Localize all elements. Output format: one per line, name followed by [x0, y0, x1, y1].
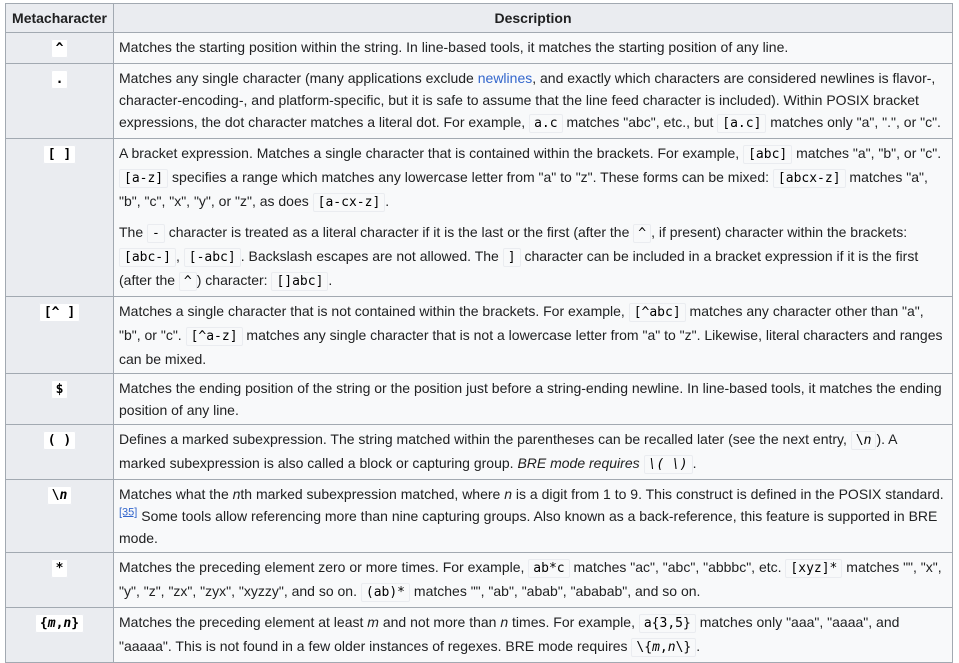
- code-part: {: [39, 616, 48, 631]
- inline-code: [^a-z]: [186, 327, 243, 346]
- inline-code: [-abc]: [184, 248, 241, 267]
- description-text: matches "ac", "abc", "abbbc", etc.: [569, 559, 786, 575]
- description-text: matches "", "x", "y", "z", "zx", "zyx", "xyzzy", and so on.: [119, 559, 942, 599]
- description-cell: [114, 553, 953, 608]
- description-text: Matches a single character that is not contained within the brackets. For example,: [119, 303, 629, 319]
- citation-link[interactable]: [35]: [119, 506, 138, 519]
- inline-code: a.c: [529, 114, 562, 133]
- description-cell: [114, 425, 953, 480]
- description-text: Matches the preceding element at least: [119, 614, 368, 630]
- description-text: Defines a marked subexpression. The string matched within the parentheses can be recalled later (see the next entry,: [119, 431, 851, 447]
- code-variable: n: [667, 640, 676, 655]
- description-cell: [114, 374, 953, 425]
- description-text: Matches the starting position within the string. In line-based tools, it matches the starting position of any line.: [119, 39, 789, 55]
- inline-code: [^abc]: [629, 303, 686, 322]
- table-row: [6, 297, 953, 374]
- description-cell: [114, 64, 953, 139]
- metachar-code: [^ ]: [39, 303, 80, 322]
- inline-code: (ab)*: [361, 583, 410, 602]
- description-italic: BRE mode requires: [517, 455, 640, 471]
- description-paragraph: [119, 142, 947, 214]
- variable: n: [232, 486, 241, 502]
- metacharacter-table: [5, 3, 953, 663]
- table-row: [6, 64, 953, 139]
- description-text: .: [385, 193, 390, 209]
- description-cell: [114, 480, 953, 553]
- description-text: , if present) character within the brackets:: [651, 224, 908, 240]
- code-variable: n: [863, 433, 872, 448]
- description-text: ,: [175, 248, 184, 264]
- code-variable: m: [652, 640, 660, 655]
- description-text: .: [328, 272, 333, 288]
- description-text: and not more than: [378, 614, 501, 630]
- inline-code: [a-cx-z]: [313, 193, 386, 212]
- description-text: . Backslash escapes are not allowed. The: [240, 248, 503, 264]
- code-part: \}: [675, 640, 692, 655]
- row-header-star: [6, 553, 114, 608]
- description-text: matches any single character that is not a lowercase letter from "a" to "z". Likewise, literal characters and ranges can be mixed.: [119, 327, 943, 367]
- code-part: ,: [55, 616, 64, 631]
- inline-code: [644, 455, 693, 474]
- row-header-negated-bracket: [6, 297, 114, 374]
- description-cell: [114, 297, 953, 374]
- inline-code: [631, 638, 696, 657]
- row-header-braces: [6, 608, 114, 663]
- description-text: ). A marked subexpression is also called a block or capturing group.: [119, 431, 897, 471]
- description-text: ) character:: [196, 272, 272, 288]
- row-header-caret: [6, 33, 114, 64]
- description-text: .: [696, 638, 701, 654]
- description-text: Matches the ending position of the string or the position just before a string-ending newline. In line-based tools, it matches the ending position of any line.: [119, 380, 942, 418]
- code-variable: n: [59, 488, 68, 503]
- description-text: matches "abc", etc., but: [562, 114, 718, 130]
- description-text: A bracket expression. Matches a single character that is contained within the brackets. For example,: [119, 145, 744, 161]
- row-header-bracket: [6, 139, 114, 297]
- inline-code: [abc]: [743, 145, 792, 164]
- table-row: [6, 33, 953, 64]
- code-part: \: [51, 488, 60, 503]
- inline-code: ]: [503, 248, 521, 267]
- description-text: is a digit from 1 to 9. This construct is defined in the POSIX standard.: [512, 486, 944, 502]
- inline-code: [a.c]: [717, 114, 766, 133]
- column-header-metacharacter: Metacharacter: [6, 4, 114, 33]
- table-row: [6, 553, 953, 608]
- description-text: specifies a range which matches any lowercase letter from "a" to "z". These forms can be mixed:: [168, 169, 773, 185]
- code-part: \{: [636, 640, 653, 655]
- description-text: matches only "a", ".", or "c".: [766, 114, 941, 130]
- code-variable: m: [47, 616, 56, 631]
- table-row: [6, 480, 953, 553]
- table-row: [6, 139, 953, 297]
- description-text: .: [692, 455, 697, 471]
- variable: n: [504, 486, 513, 502]
- description-text: , and exactly which characters are considered newlines is flavor-, character-encoding-, and platform-specific, but it is safe to assume that the line feed character is included). Within POSIX bracket expressions, the dot character matches a literal dot. For example,: [119, 70, 936, 130]
- inline-code: [xyz]*: [785, 559, 842, 578]
- description-cell: [114, 608, 953, 663]
- description-text: character is treated as a literal character if it is the last or the first (after the: [164, 224, 634, 240]
- table-row: [6, 425, 953, 480]
- row-header-parentheses: [6, 425, 114, 480]
- inline-code: [abc-]: [119, 248, 176, 267]
- description-text: Matches any single character (many applications exclude: [119, 70, 478, 86]
- inline-code: [a-z]: [119, 169, 168, 188]
- metachar-code: .: [51, 70, 69, 89]
- description-cell: [114, 139, 953, 297]
- column-header-description: Description: [114, 4, 953, 33]
- inline-code: a{3,5}: [639, 614, 696, 633]
- code-part: ,: [659, 640, 668, 655]
- row-header-backreference: [6, 480, 114, 553]
- inline-code: -: [147, 224, 165, 243]
- description-text: matches "", "ab", "abab", "ababab", and so on.: [410, 583, 701, 599]
- description-text: The: [119, 224, 148, 240]
- description-cell: [114, 33, 953, 64]
- inline-code: ^: [633, 224, 651, 243]
- row-header-dot: [6, 64, 114, 139]
- variable: m: [367, 614, 379, 630]
- description-text: times. For example,: [508, 614, 639, 630]
- code-variable: n: [63, 616, 72, 631]
- description-text: Some tools allow referencing more than nine capturing groups. Also known as a back-reference, this feature is supported in BRE mode.: [119, 508, 938, 546]
- inline-code: ^: [179, 272, 197, 291]
- code-part: }: [71, 616, 80, 631]
- metachar-code: [47, 486, 73, 505]
- row-header-dollar: [6, 374, 114, 425]
- inline-code: [abcx-z]: [773, 169, 846, 188]
- inline-code: ab*c: [528, 559, 569, 578]
- inline-code: []abc]: [271, 272, 328, 291]
- citation: [119, 506, 137, 518]
- table-row: [6, 608, 953, 663]
- description-text: matches "a", "b", or "c".: [792, 145, 942, 161]
- metachar-code: [ ]: [43, 145, 76, 164]
- description-text: character can be included in a bracket expression if it is the first (after the: [119, 248, 919, 288]
- variable: n: [500, 614, 509, 630]
- metachar-code: $: [51, 380, 69, 399]
- metachar-code: [35, 614, 84, 633]
- description-text: Matches the preceding element zero or more times. For example,: [119, 559, 529, 575]
- table-header-row: [6, 4, 953, 33]
- table-row: [6, 374, 953, 425]
- description-text: Matches what the: [119, 486, 233, 502]
- description-text: [640, 455, 644, 471]
- metachar-code: *: [51, 559, 69, 578]
- metachar-code: ( ): [43, 431, 76, 450]
- metachar-code: ^: [51, 39, 69, 58]
- description-paragraph: [119, 221, 947, 293]
- description-text: matches any character other than "a", "b", or "c".: [119, 303, 924, 343]
- inline-code: [851, 431, 877, 450]
- code-part: \( \): [648, 457, 688, 472]
- newlines-link[interactable]: newlines: [477, 70, 533, 86]
- code-part: \: [855, 433, 864, 448]
- description-text: matches "a", "b", "c", "x", "y", or "z", as does: [119, 169, 928, 209]
- description-text: matches only "aaa", "aaaa", and "aaaaa". This is not found in a few older instances of regexes. BRE mode requires: [119, 614, 900, 654]
- description-text: th marked subexpression matched, where: [240, 486, 505, 502]
